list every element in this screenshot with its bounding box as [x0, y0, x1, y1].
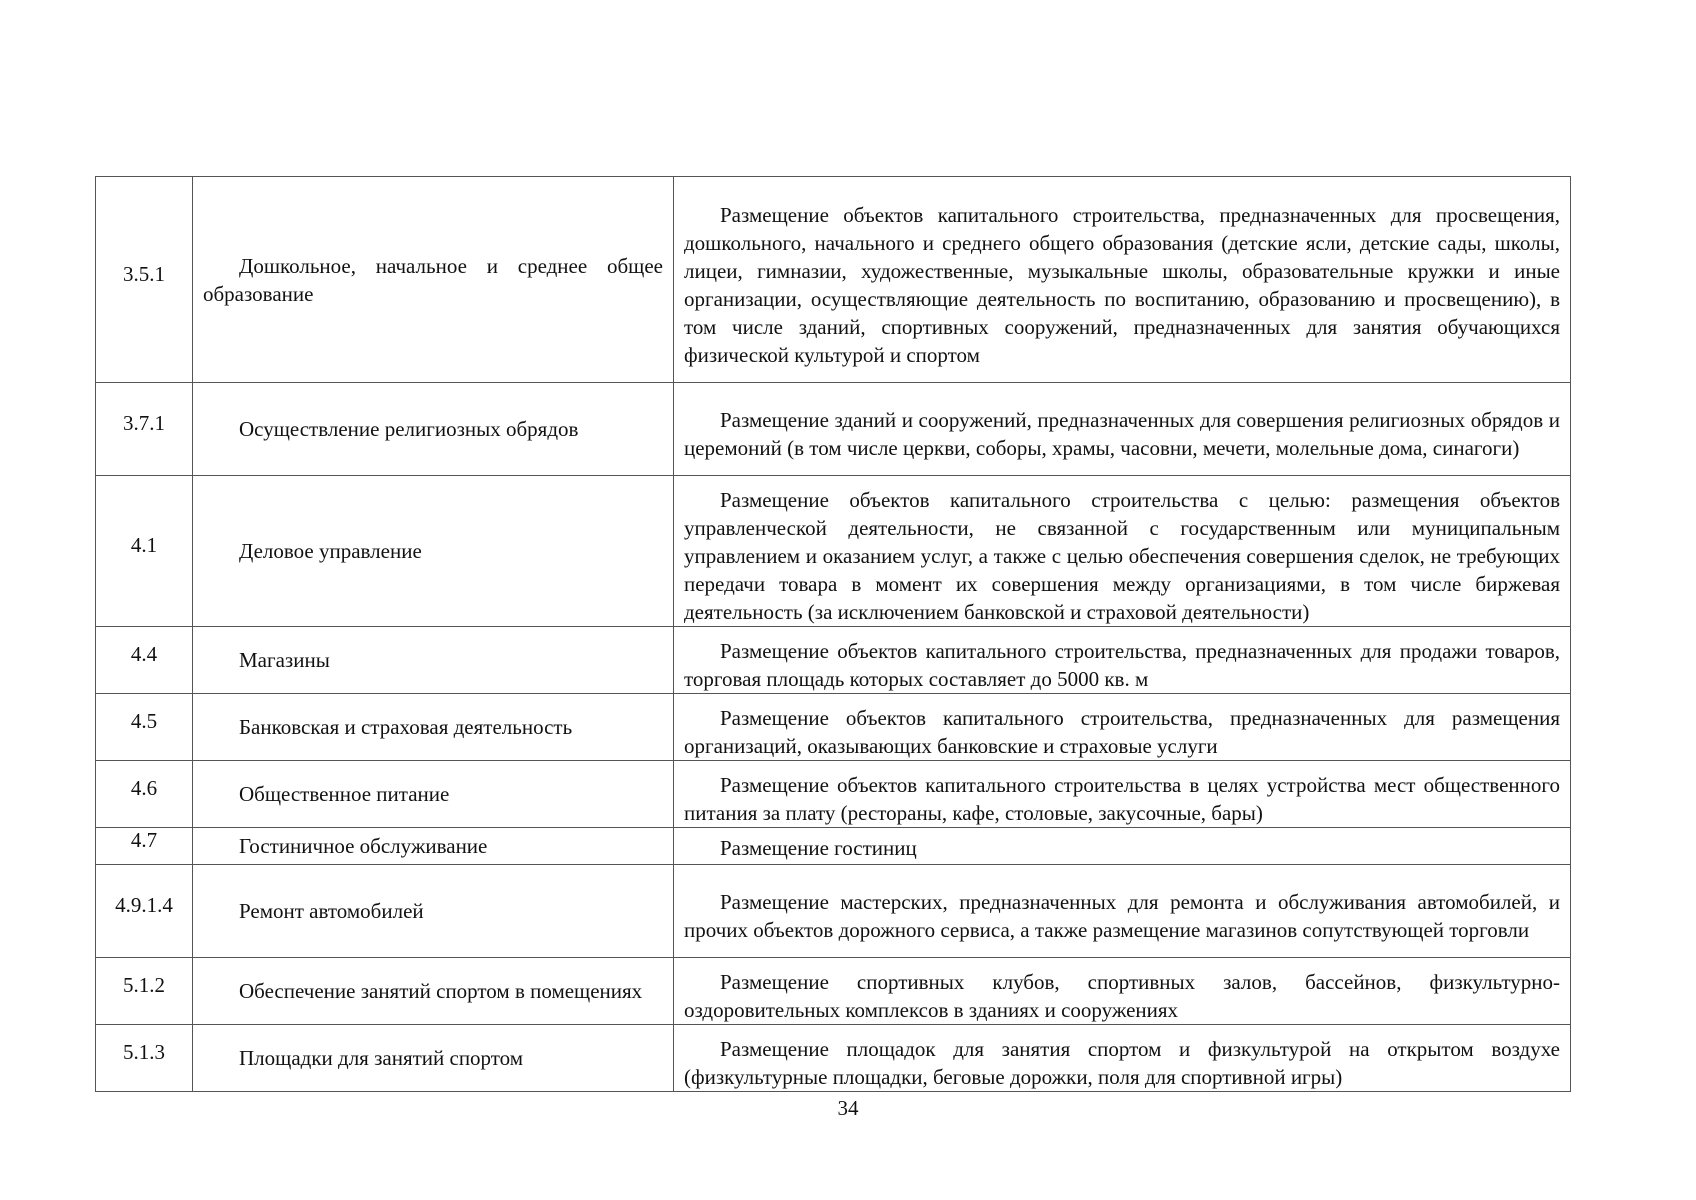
row-code-cell [96, 627, 193, 694]
row-code-cell [96, 761, 193, 828]
row-name: Деловое управление [193, 476, 674, 627]
row-description: Размещение мастерских, предназначенных для ремонта и обслуживания автомобилей, и прочих объектов дорожного сервиса, а также размещение магазинов сопутствующей торговли [674, 865, 1571, 958]
row-code-cell [96, 828, 193, 865]
table-row [96, 958, 1571, 1025]
row-name: Магазины [193, 627, 674, 694]
row-code: 3.5.1 [123, 261, 165, 286]
row-description: Размещение спортивных клубов, спортивных залов, бассейнов, физкультурно-оздоровительных комплексов в зданиях и сооружениях [674, 958, 1571, 1025]
row-description: Размещение объектов капитального строительства, предназначенных для просвещения, дошкольного, начального и среднего общего образования (детские ясли, детские сады, школы, лицеи, гимназии, художественные, музыкальные школы, образовательные кружки и иные организации, осуществляющие деятельность по воспитанию, образованию и просвещению), в том числе зданий, спортивных сооружений, предназначенных для занятия обучающихся физической культурой и спортом [674, 177, 1571, 383]
table-row [96, 694, 1571, 761]
row-name: Площадки для занятий спортом [193, 1025, 674, 1092]
row-code-cell [96, 383, 193, 476]
row-description: Размещение объектов капитального строительства с целью: размещения объектов управленческой деятельности, не связанной с государственным или муниципальным управлением и оказанием услуг, а также с целью обеспечения совершения сделок, не требующих передачи товара в момент их совершения между организациями, в том числе биржевая деятельность (за исключением банковской и страховой деятельности) [674, 476, 1571, 627]
row-description: Размещение объектов капитального строительства, предназначенных для размещения организаций, оказывающих банковские и страховые услуги [674, 694, 1571, 761]
row-code: 4.1 [130, 533, 158, 557]
table-row [96, 828, 1571, 865]
row-code-cell [96, 476, 193, 627]
page-number: 34 [837, 1096, 859, 1120]
row-description: Размещение гостиниц [674, 828, 1571, 865]
table-row [96, 761, 1571, 828]
table-row [96, 177, 1571, 383]
row-code: 5.1.3 [123, 1040, 165, 1064]
row-code-cell [96, 1025, 193, 1092]
table-row [96, 627, 1571, 694]
row-description: Размещение объектов капитального строительства, предназначенных для продажи товаров, торговая площадь которых составляет до 5000 кв. м [674, 627, 1571, 694]
land-use-table [95, 176, 1571, 1092]
row-code-cell [96, 177, 193, 383]
row-name: Дошкольное, начальное и среднее общее образование [193, 177, 674, 383]
row-code: 4.6 [130, 776, 158, 800]
row-code: 3.7.1 [123, 411, 165, 435]
table-row [96, 476, 1571, 627]
row-description: Размещение зданий и сооружений, предназначенных для совершения религиозных обрядов и церемоний (в том числе церкви, соборы, храмы, часовни, мечети, молельные дома, синагоги) [674, 383, 1571, 476]
row-name: Гостиничное обслуживание [193, 828, 674, 865]
row-code-cell [96, 694, 193, 761]
row-name: Банковская и страховая деятельность [193, 694, 674, 761]
row-name: Ремонт автомобилей [193, 865, 674, 958]
row-code: 4.7 [130, 828, 158, 852]
row-code: 5.1.2 [123, 973, 165, 997]
row-code: 4.9.1.4 [115, 893, 173, 917]
row-description: Размещение объектов капитального строительства в целях устройства мест общественного питания за плату (рестораны, кафе, столовые, закусочные, бары) [674, 761, 1571, 828]
row-code: 4.4 [130, 642, 158, 666]
row-name: Обеспечение занятий спортом в помещениях [193, 958, 674, 1025]
row-code: 4.5 [130, 709, 158, 733]
table-row [96, 1025, 1571, 1092]
row-name: Общественное питание [193, 761, 674, 828]
table-row [96, 865, 1571, 958]
row-description: Размещение площадок для занятия спортом и физкультурой на открытом воздухе (физкультурные площадки, беговые дорожки, поля для спортивной игры) [674, 1025, 1571, 1092]
row-code-cell [96, 958, 193, 1025]
table-row [96, 383, 1571, 476]
row-code-cell [96, 865, 193, 958]
row-name: Осуществление религиозных обрядов [193, 383, 674, 476]
